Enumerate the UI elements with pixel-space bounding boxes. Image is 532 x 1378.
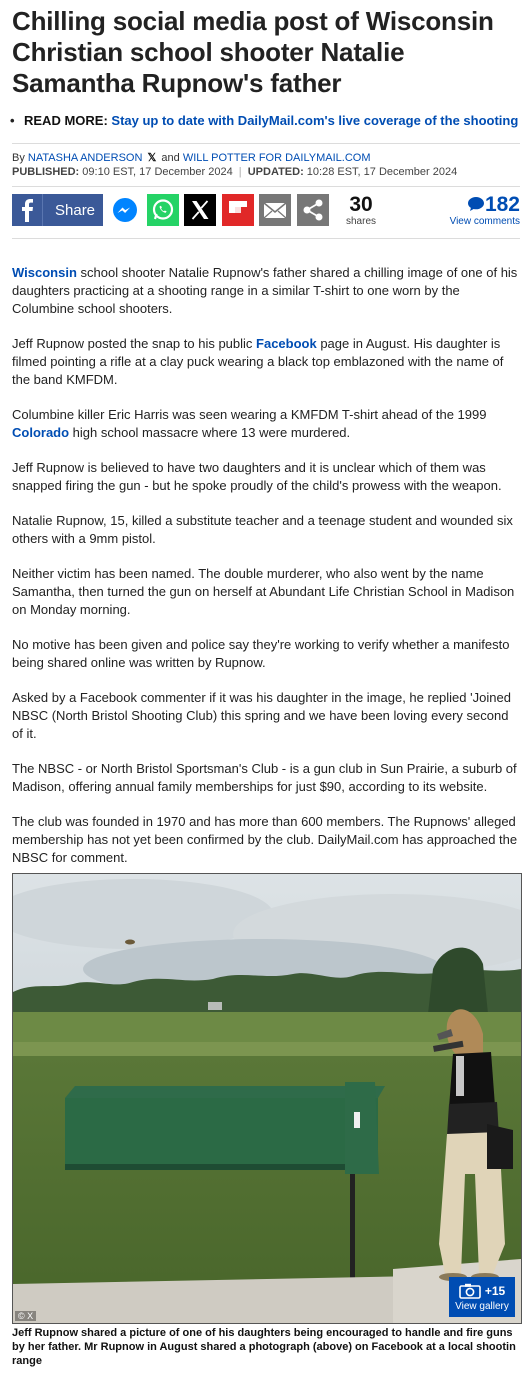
share-icon[interactable]	[297, 194, 329, 226]
divider	[12, 143, 520, 144]
paragraph: Wisconsin school shooter Natalie Rupnow's father shared a chilling image of one of his daughters practicing at a shooting range in a similar T-shirt to one worn by the Columbine school shooters.	[12, 265, 518, 316]
published-date: 09:10 EST, 17 December 2024	[82, 166, 233, 178]
author-link-will-potter[interactable]: WILL POTTER FOR DAILYMAIL.COM	[182, 152, 371, 164]
article-dates	[12, 165, 457, 180]
article-photo[interactable]	[12, 873, 522, 1324]
paragraph: Jeff Rupnow is believed to have two daughters and it is unclear which of them was snapped firing the gun - but he spoke proudly of the child's prowess with the weapon.	[12, 460, 502, 493]
facebook-share-button[interactable]	[12, 194, 103, 226]
paragraph: Natalie Rupnow, 15, killed a substitute teacher and a teenage student and wounded six others with a 9mm pistol.	[12, 513, 513, 546]
link-wisconsin[interactable]: Wisconsin	[12, 265, 77, 280]
byline-and: and	[161, 152, 180, 164]
whatsapp-icon[interactable]	[147, 194, 179, 226]
updated-date: 10:28 EST, 17 December 2024	[306, 166, 458, 178]
read-more-item	[10, 112, 524, 130]
share-count-number: 30	[349, 193, 373, 216]
shooting-range-image	[13, 874, 521, 1323]
link-facebook[interactable]: Facebook	[256, 336, 317, 351]
photo-credit: © X	[15, 1311, 36, 1321]
facebook-share-label: Share	[55, 201, 96, 219]
read-more-link[interactable]: Stay up to date with DailyMail.com's live coverage of the shooting	[111, 113, 519, 128]
share-count-label: shares	[345, 216, 376, 227]
facebook-icon	[12, 194, 43, 226]
comment-count-number: 182	[484, 193, 520, 216]
comment-bubble-icon	[467, 196, 485, 212]
photo-caption: Jeff Rupnow shared a picture of one of his daughters being encouraged to handle and fire guns by her father. Mr Rupnow in August shared a photograph (above) on Facebook at a local shootin range	[12, 1327, 516, 1367]
byline-by: By	[12, 152, 25, 164]
author-link-natasha-anderson[interactable]: NATASHA ANDERSON	[27, 152, 143, 164]
x-icon[interactable]: 𝕏	[147, 152, 157, 164]
camera-icon	[459, 1283, 481, 1299]
view-comments-label: View comments	[449, 216, 520, 227]
divider	[12, 238, 520, 239]
gallery-count: +15	[484, 1284, 506, 1298]
paragraph: Jeff Rupnow posted the snap to his public Facebook page in August. His daughter is filmed pointing a rifle at a clay puck wearing a black top emblazoned with the name of the band KMFDM.	[12, 336, 504, 387]
paragraph: The NBSC - or North Bristol Sportsman's Club - is a gun club in Sun Prairie, a suburb of Madison, offering annual family memberships for just $90, according to its website.	[12, 761, 517, 794]
updated-label: UPDATED:	[247, 166, 304, 178]
comments-link[interactable]	[450, 194, 520, 227]
flipboard-icon[interactable]	[222, 194, 254, 226]
view-gallery-label: View gallery	[455, 1301, 509, 1312]
paragraph: Columbine killer Eric Harris was seen wearing a KMFDM T-shirt ahead of the 1999 Colorado high school massacre where 13 were murdered.	[12, 407, 487, 440]
x-share-icon[interactable]	[184, 194, 216, 226]
read-more-label: READ MORE:	[24, 113, 108, 128]
published-label: PUBLISHED:	[12, 166, 80, 178]
bullet-icon: •	[10, 113, 15, 128]
paragraph: No motive has been given and police say they're working to verify whether a manifesto being shared online was written by Rupnow.	[12, 637, 510, 670]
paragraph: Asked by a Facebook commenter if it was his daughter in the image, he replied 'Joined NBSC (North Bristol Shooting Club) this spring and we have been loving every second of it.	[12, 690, 511, 741]
article-body	[12, 264, 522, 884]
article-headline: Chilling social media post of Wisconsin Christian school shooter Natalie Samantha Rupnow's father	[12, 6, 494, 98]
link-colorado[interactable]: Colorado	[12, 425, 70, 440]
messenger-icon[interactable]	[109, 194, 141, 226]
view-gallery-button[interactable]	[449, 1277, 515, 1317]
email-icon[interactable]	[259, 194, 291, 226]
paragraph: The club was founded in 1970 and has more than 600 members. The Rupnows' alleged membership has not yet been confirmed by the club. DailyMail.com has approached the NBSC for comment.	[12, 814, 518, 865]
byline	[12, 151, 370, 166]
date-separator: |	[238, 166, 242, 178]
share-count	[344, 194, 378, 227]
divider	[12, 186, 520, 187]
comment-count	[450, 194, 520, 216]
share-bar	[12, 193, 520, 229]
paragraph: Neither victim has been named. The double murderer, who also went by the name Samantha, then turned the gun on herself at Abundant Life Christian School in Madison on Monday morning.	[12, 566, 515, 617]
